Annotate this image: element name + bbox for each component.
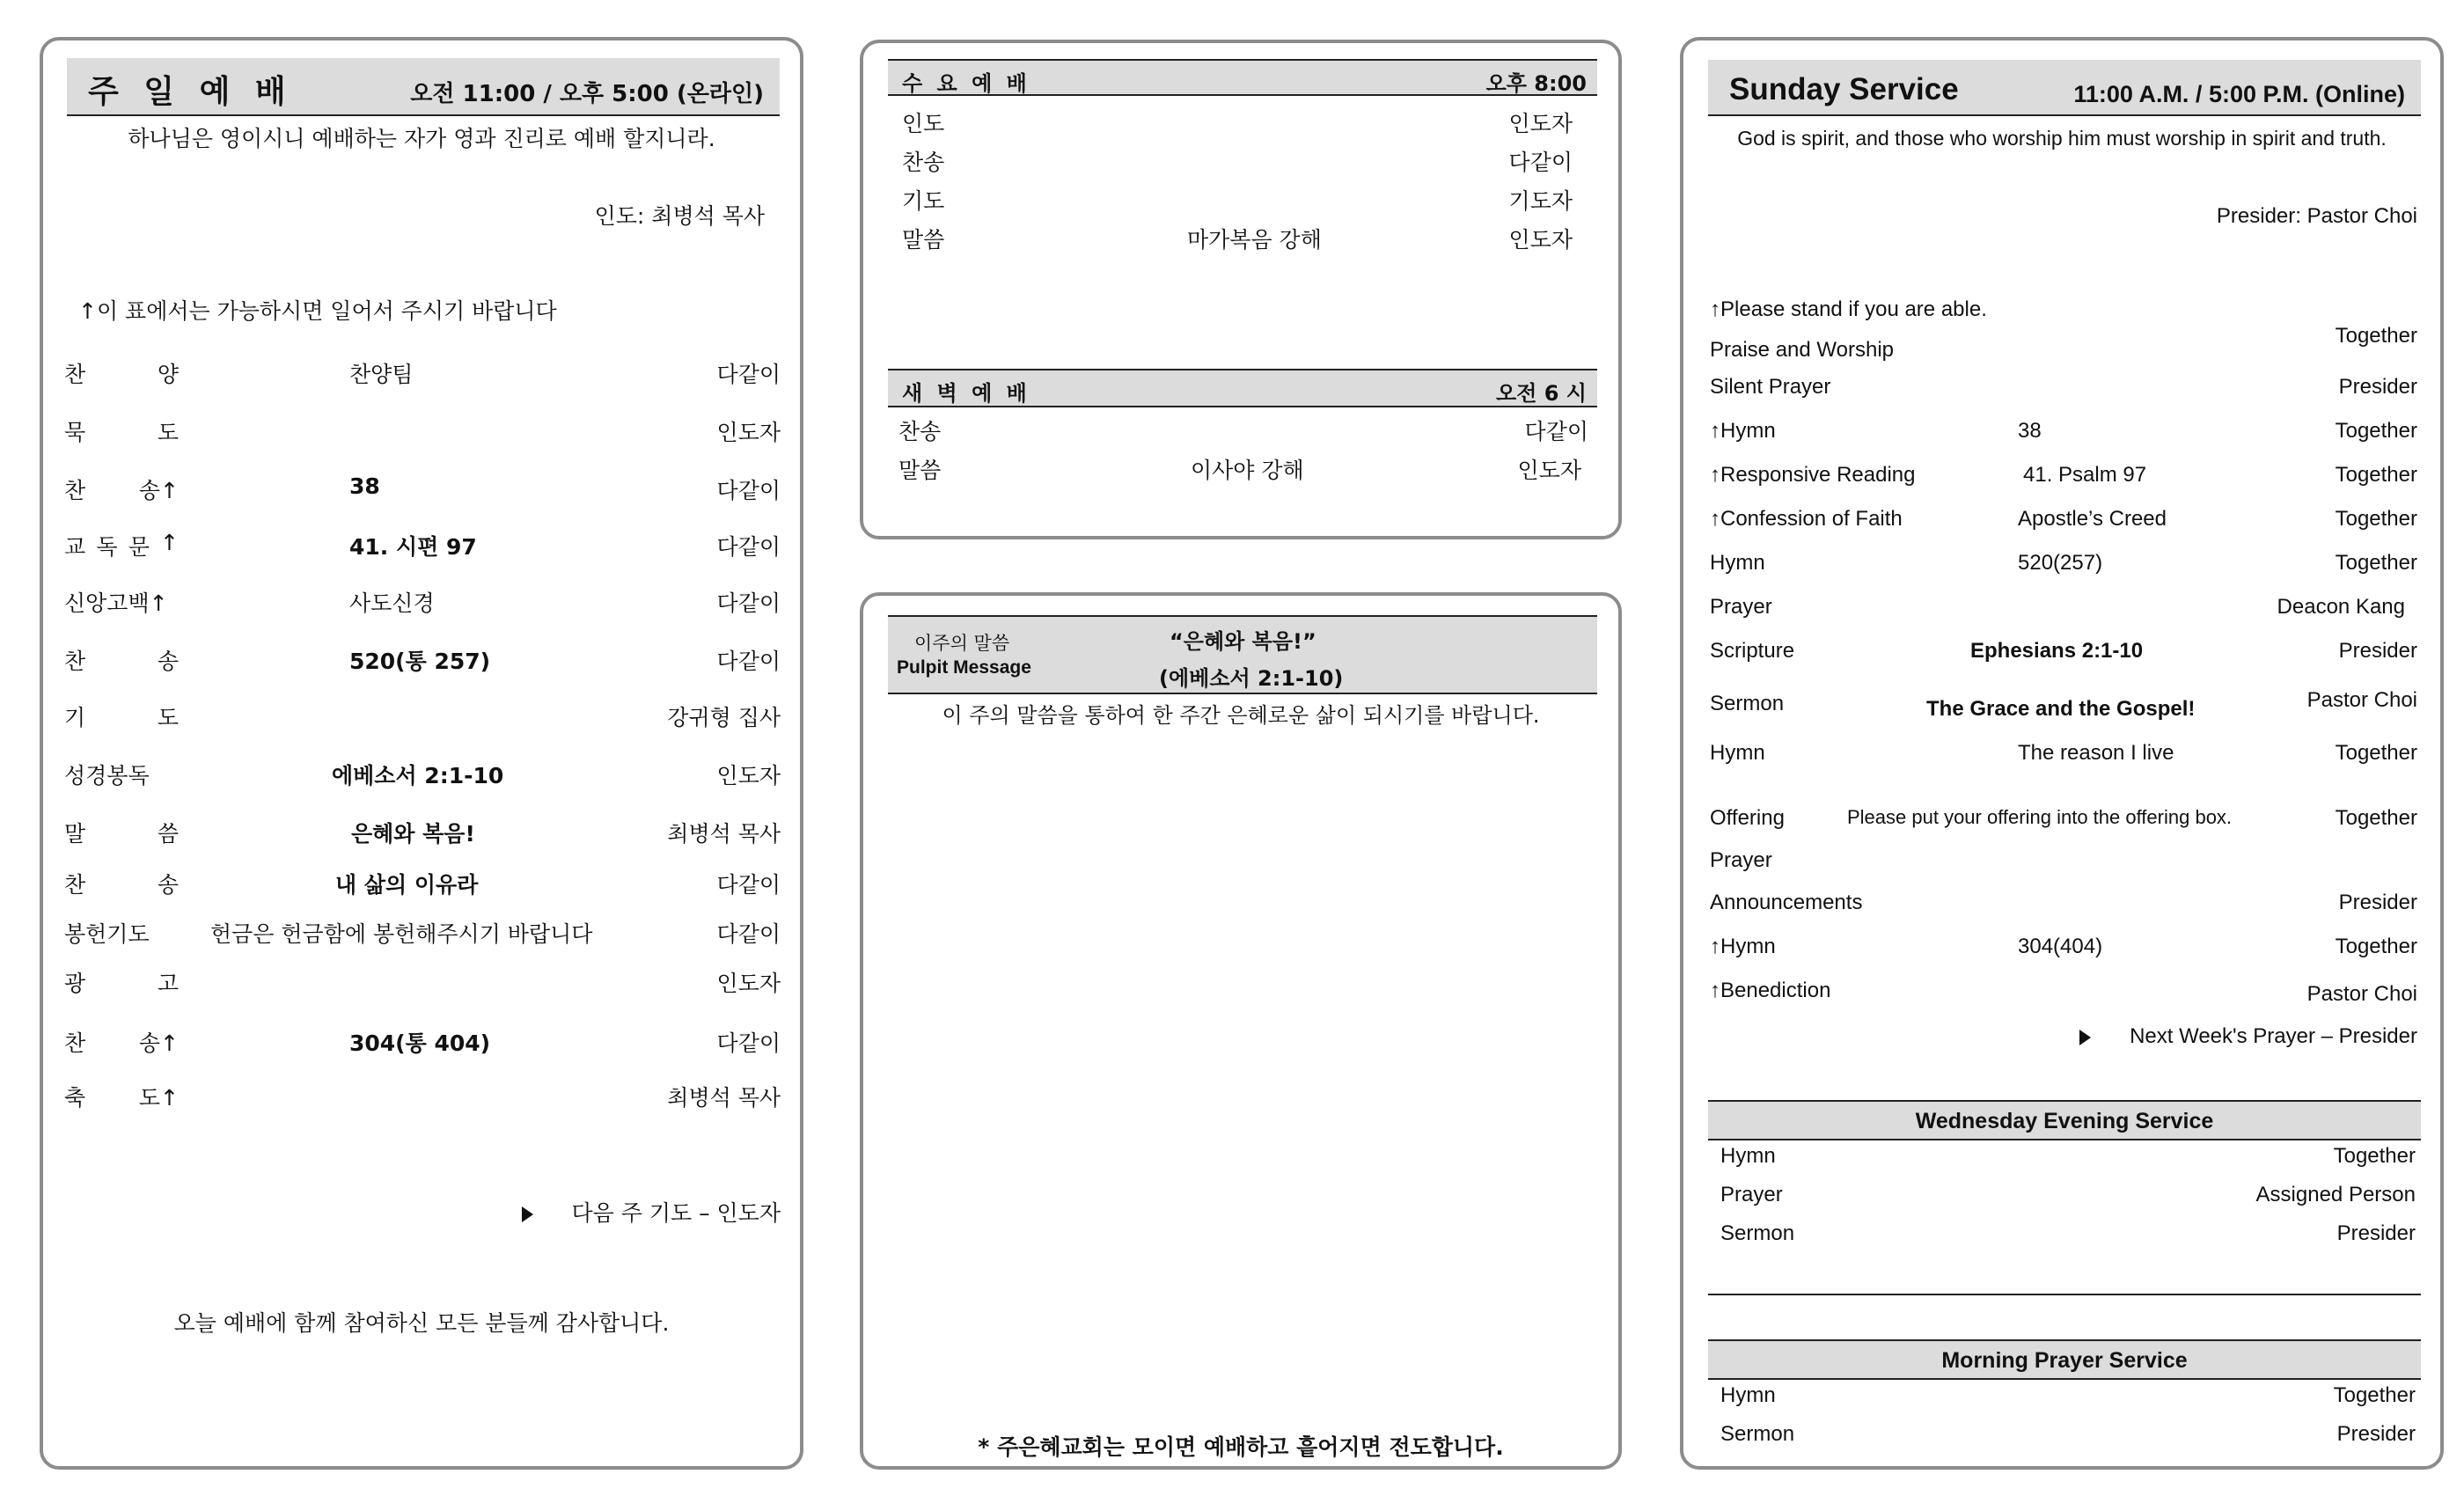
order-item-detail: 에베소서 2:1-10 [332,763,504,788]
english-item-name: ↑Benediction [1710,979,1831,1002]
order-item-leader: 다같이 [716,534,781,560]
dawn-item-detail: 이사야 강해 [1191,458,1304,483]
pulpit-reference: (에베소서 2:1-10) [1159,666,1344,691]
name-part: 송↑ [138,478,179,503]
order-item-detail: 내 삶의 이유라 [335,872,479,898]
english-item-detail: The reason I live [2018,741,2174,765]
wednesday-english-name: Sermon [1720,1221,1795,1245]
order-item-name [64,415,179,447]
name-part: 양 [157,362,179,387]
english-next-week [2079,1024,2417,1049]
name-part: 찬 [64,1030,86,1056]
name-part: 말 [64,821,86,847]
dawn-korean-header [888,369,1597,407]
name-part: 봉헌기도 [64,921,150,947]
order-item [43,644,800,683]
english-item-name: Prayer [1710,595,1772,619]
english-item-name: ↑Hymn [1710,935,1776,958]
name-part: 독 [96,534,118,560]
pulpit-panel [860,592,1622,1470]
pulpit-header [888,615,1597,694]
order-item [43,868,800,906]
english-item-name: Hymn [1710,741,1765,765]
page-title: 주 일 예 배 [88,74,293,110]
english-item-detail: Ephesians 2:1-10 [1970,639,2144,663]
name-part: 도↑ [138,1085,179,1111]
pulpit-label-en: Pulpit Message [897,657,1031,678]
english-next-week-text: Next Week's Prayer – Presider [2130,1024,2417,1048]
wednesday-english-header: Wednesday Evening Service [1708,1102,2421,1140]
order-item [43,586,800,625]
order-item-name [64,759,179,790]
dawn-time: 오전 6 시 [1496,381,1587,406]
wednesday-english-leader: Assigned Person [2255,1183,2416,1206]
english-item-leader: Presider [2338,639,2417,663]
stand-note: ↑이 표에서는 가능하시면 일어서 주시기 바랍니다 [78,298,557,324]
english-item-detail: 520(257) [2018,551,2103,575]
name-part: 축 [64,1085,86,1111]
name-part: 송 [157,649,179,674]
order-item-leader: 최병석 목사 [667,821,781,847]
english-stand-note: ↑Please stand if you are able. [1710,297,1987,321]
wednesday-item-detail: 마가복음 강해 [1187,227,1322,253]
wednesday-english-leader: Together [2333,1144,2416,1168]
wednesday-english-name: Prayer [1720,1183,1783,1206]
english-item-leader: Together [2335,463,2417,487]
order-item-name [64,966,179,998]
name-part: 광 [64,971,86,996]
church-motto: * 주은혜교회는 모이면 예배하고 흩어지면 전도합니다. [978,1434,1504,1460]
morning-english-name: Sermon [1720,1422,1795,1446]
name-part: 문 [128,534,150,560]
english-item-name: Praise and Worship [1710,338,1894,362]
pulpit-label-ko: 이주의 말씀 [914,633,1010,654]
next-week-note [522,1196,781,1228]
english-item-detail: Please put your offering into the offering box. [1847,806,2233,828]
thanks-text: 오늘 예배에 함께 참여하신 모든 분들께 감사합니다. [173,1310,670,1336]
order-item-leader: 다같이 [716,362,781,387]
order-item-name [64,700,179,732]
order-item [43,473,800,512]
order-item [43,1081,800,1119]
english-item-name: Silent Prayer [1710,375,1831,399]
order-item [43,415,800,454]
name-part: 찬 [64,872,86,898]
pulpit-note: 이 주의 말씀을 통하여 한 주간 은혜로운 삶이 되시기를 바랍니다. [942,703,1540,728]
order-item-name [64,357,179,389]
english-item-detail: 38 [2018,419,2042,443]
wednesday-item-name: 찬송 [902,150,945,175]
order-item-leader: 다같이 [716,1030,781,1056]
name-part: 찬 [64,478,86,503]
order-item [43,817,800,855]
name-part: 도 [157,420,179,445]
divider [1708,1294,2421,1295]
morning-english-header: Morning Prayer Service [1708,1341,2421,1380]
english-item-leader: Pastor Choi [2306,982,2417,1006]
order-item [43,759,800,797]
english-item-name: Hymn [1710,551,1765,575]
order-item [43,917,800,956]
wednesday-title: 수 요 예 배 [902,71,1030,96]
order-item-leader: 인도자 [716,971,781,996]
english-item-leader: Together [2335,551,2417,575]
english-item-detail: The Grace and the Gospel! [1926,697,2196,721]
order-item-name [64,644,179,676]
english-item-leader: Together [2335,419,2417,443]
order-item-detail: 찬양팀 [349,362,414,387]
english-item-leader: Together [2335,935,2417,958]
name-part: 송 [157,872,179,898]
name-part: 성경봉독 [64,763,150,788]
name-part: 송↑ [138,1030,179,1056]
name-part: 묵 [64,420,86,445]
weekday-korean-panel [860,40,1622,539]
english-item-detail: Apostle’s Creed [2018,507,2167,531]
morning-english-name: Hymn [1720,1383,1776,1407]
next-week-text: 다음 주 기도 – 인도자 [571,1200,781,1226]
sunday-english-header [1708,60,2421,116]
wednesday-item-name: 기도 [902,188,945,214]
order-item-detail: 41. 시편 97 [349,534,477,560]
english-item-leader: Together [2335,324,2417,348]
sunday-korean-panel [40,37,803,1470]
english-item-name: Scripture [1710,639,1795,663]
english-item-name: Sermon [1710,692,1785,715]
english-item-leader: Together [2335,741,2417,765]
presider-text: 인도: 최병석 목사 [594,203,765,229]
order-item [43,1026,800,1065]
order-item-detail: 38 [349,473,380,499]
order-item-leader: 인도자 [716,420,781,445]
dawn-item-name: 찬송 [898,419,942,444]
order-item-name [64,1081,179,1112]
order-item-detail: 은혜와 복음! [351,821,475,847]
order-item-name [64,473,179,505]
order-item-leader: 다같이 [716,649,781,674]
english-item-name: Offering [1710,806,1785,830]
name-part: ↑ [160,530,179,555]
name-part: 기 [64,705,86,730]
order-item-leader: 강귀형 집사 [667,705,781,730]
wednesday-item-name: 말씀 [902,227,945,253]
order-item-name [64,917,179,949]
wednesday-korean-header [888,59,1597,96]
sunday-korean-header [67,58,780,116]
english-time: 11:00 A.M. / 5:00 P.M. (Online) [2073,81,2405,107]
english-item-leader: Together [2335,507,2417,531]
english-item-name: Prayer [1710,848,1772,872]
order-item [43,357,800,396]
wednesday-english-leader: Presider [2336,1221,2416,1245]
verse-text: 하나님은 영이시니 예배하는 자가 영과 진리로 예배 할지니라. [128,126,715,151]
order-item-detail: 헌금은 헌금함에 봉헌해주시기 바랍니다 [210,921,593,947]
order-item-detail: 사도신경 [349,590,435,616]
wednesday-item-leader: 인도자 [1508,227,1573,253]
english-item-leader: Pastor Choi [2306,688,2417,712]
wednesday-item-leader: 인도자 [1508,111,1573,136]
order-item-name [64,530,179,561]
order-item-detail: 304(통 404) [349,1030,491,1056]
order-item-name [64,1026,179,1058]
order-item-name [64,817,179,848]
english-item-leader: Deacon Kang [2277,595,2405,619]
service-time: 오전 11:00 / 오후 5:00 (온라인) [410,81,764,107]
order-item-detail: 520(통 257) [349,649,491,674]
dawn-item-name: 말씀 [898,458,942,483]
wednesday-item-name: 인도 [902,111,945,136]
order-item [43,700,800,739]
order-item-leader: 다같이 [716,590,781,616]
english-item-name: ↑Responsive Reading [1710,463,1916,487]
english-item-leader: Presider [2338,891,2417,914]
name-part: 고 [157,971,179,996]
order-item [43,966,800,1005]
dawn-item-leader: 인도자 [1517,458,1581,483]
pulpit-title: “은혜와 복음!” [1170,629,1316,654]
dawn-title: 새 벽 예 배 [902,381,1030,406]
english-verse: God is spirit, and those who worship him must worship in spirit and truth. [1737,127,2387,150]
english-item-detail: 41. Psalm 97 [2023,463,2147,487]
name-part: 찬 [64,649,86,674]
order-item [43,530,800,568]
english-presider: Presider: Pastor Choi [2216,204,2417,228]
english-item-leader: Presider [2338,375,2417,399]
name-part: 신앙고백↑ [64,590,168,616]
sunday-english-panel [1680,37,2444,1470]
wednesday-item-leader: 다같이 [1508,150,1573,175]
morning-english-leader: Together [2333,1383,2416,1407]
morning-english-leader: Presider [2336,1422,2416,1446]
order-item-name [64,586,179,618]
english-item-name: ↑Confession of Faith [1710,507,1903,531]
order-item-leader: 다같이 [716,478,781,503]
order-item-leader: 다같이 [716,921,781,947]
name-part: 씀 [157,821,179,847]
play-triangle-icon [2079,1030,2091,1045]
english-item-name: ↑Hymn [1710,419,1776,443]
order-item-leader: 인도자 [716,763,781,788]
name-part: 찬 [64,362,86,387]
english-title: Sunday Service [1729,72,1959,106]
play-triangle-icon [522,1206,533,1222]
english-item-name: Announcements [1710,891,1863,914]
name-part: 교 [64,534,86,560]
order-item-leader: 다같이 [716,872,781,898]
wednesday-english-name: Hymn [1720,1144,1776,1168]
wednesday-item-leader: 기도자 [1508,188,1573,214]
name-part: 도 [157,705,179,730]
dawn-item-leader: 다같이 [1524,419,1588,444]
order-item-name [64,868,179,899]
order-item-leader: 최병석 목사 [667,1085,781,1111]
wednesday-time: 오후 8:00 [1485,71,1587,96]
english-item-leader: Together [2335,806,2417,830]
english-item-detail: 304(404) [2018,935,2103,958]
